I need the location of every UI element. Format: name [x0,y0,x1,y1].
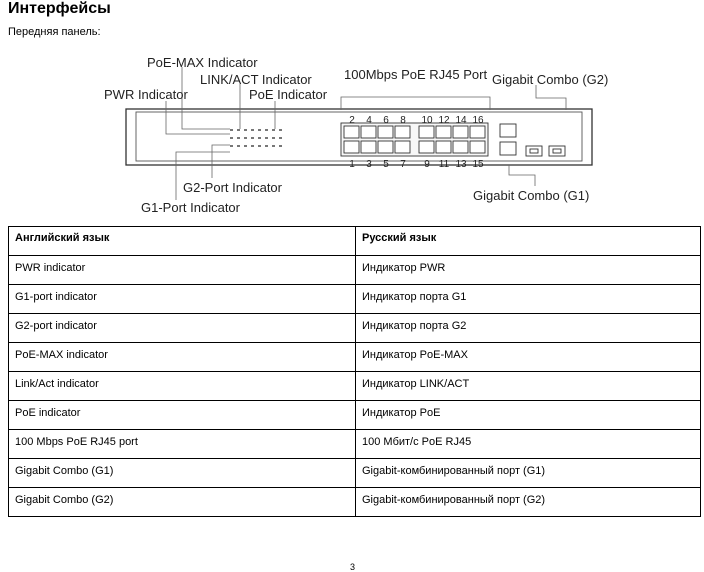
cell-russian: Индикатор порта G1 [356,285,701,314]
front-panel-diagram [0,0,704,228]
cell-russian: Индикатор PWR [356,256,701,285]
port-number-bottom: 15 [472,159,484,170]
section-subtitle: Передняя панель: [8,26,101,38]
g1-port-indicator-label: G1-Port Indicator [141,200,240,215]
port-number-top: 4 [366,115,372,126]
table-row [9,343,701,372]
port-number-bottom: 9 [424,159,430,170]
cell-english: PWR indicator [9,256,356,285]
table-row [9,488,701,517]
cell-english: 100 Mbps PoE RJ45 port [9,430,356,459]
cell-russian: Индикатор порта G2 [356,314,701,343]
cell-russian: Индикатор PoE-MAX [356,343,701,372]
cell-english: G2-port indicator [9,314,356,343]
cell-english: G1-port indicator [9,285,356,314]
cell-russian: Gigabit-комбинированный порт (G2) [356,488,701,517]
cell-english: Link/Act indicator [9,372,356,401]
port-number-bottom: 1 [349,159,355,170]
port-number-top: 2 [349,115,355,126]
g2-port-indicator-label: G2-Port Indicator [183,180,282,195]
table-row [9,314,701,343]
page-title: Интерфейсы [8,0,111,17]
cell-english: Gigabit Combo (G1) [9,459,356,488]
cell-russian: Индикатор PoE [356,401,701,430]
cell-english: PoE-MAX indicator [9,343,356,372]
table-row [9,285,701,314]
cell-english: Gigabit Combo (G2) [9,488,356,517]
port-number-bottom: 5 [383,159,389,170]
table-header-row [9,227,701,256]
column-header-english: Английский язык [9,227,356,256]
table-row [9,401,701,430]
rj45-port-label: 100Mbps PoE RJ45 Port [344,67,488,82]
table-row [9,459,701,488]
link-act-indicator-label: LINK/ACT Indicator [200,72,312,87]
pwr-indicator-label: PWR Indicator [104,87,188,102]
table-row [9,372,701,401]
port-number-top: 14 [455,115,467,126]
table-row [9,430,701,459]
port-number-top: 6 [383,115,389,126]
port-number-bottom: 7 [400,159,406,170]
port-number-top: 10 [421,115,433,126]
poe-max-indicator-label: PoE-MAX Indicator [147,55,258,70]
cell-russian: Индикатор LINK/ACT [356,372,701,401]
g2-combo-label: Gigabit Combo (G2) [492,72,609,87]
port-number-bottom: 3 [366,159,372,170]
port-number-top: 16 [472,115,484,126]
cell-russian: Gigabit-комбинированный порт (G1) [356,459,701,488]
g1-combo-label: Gigabit Combo (G1) [473,188,590,203]
table-row [9,256,701,285]
cell-english: PoE indicator [9,401,356,430]
port-number-bottom: 11 [438,159,450,170]
cell-russian: 100 Мбит/с PoE RJ45 [356,430,701,459]
page-number: 3 [350,562,356,572]
poe-indicator-label: PoE Indicator [249,87,328,102]
rj45-port-block [341,123,488,156]
port-number-top: 12 [438,115,450,126]
translation-table [8,226,701,517]
column-header-russian: Русский язык [356,227,701,256]
port-number-top: 8 [400,115,406,126]
port-number-bottom: 13 [455,159,467,170]
